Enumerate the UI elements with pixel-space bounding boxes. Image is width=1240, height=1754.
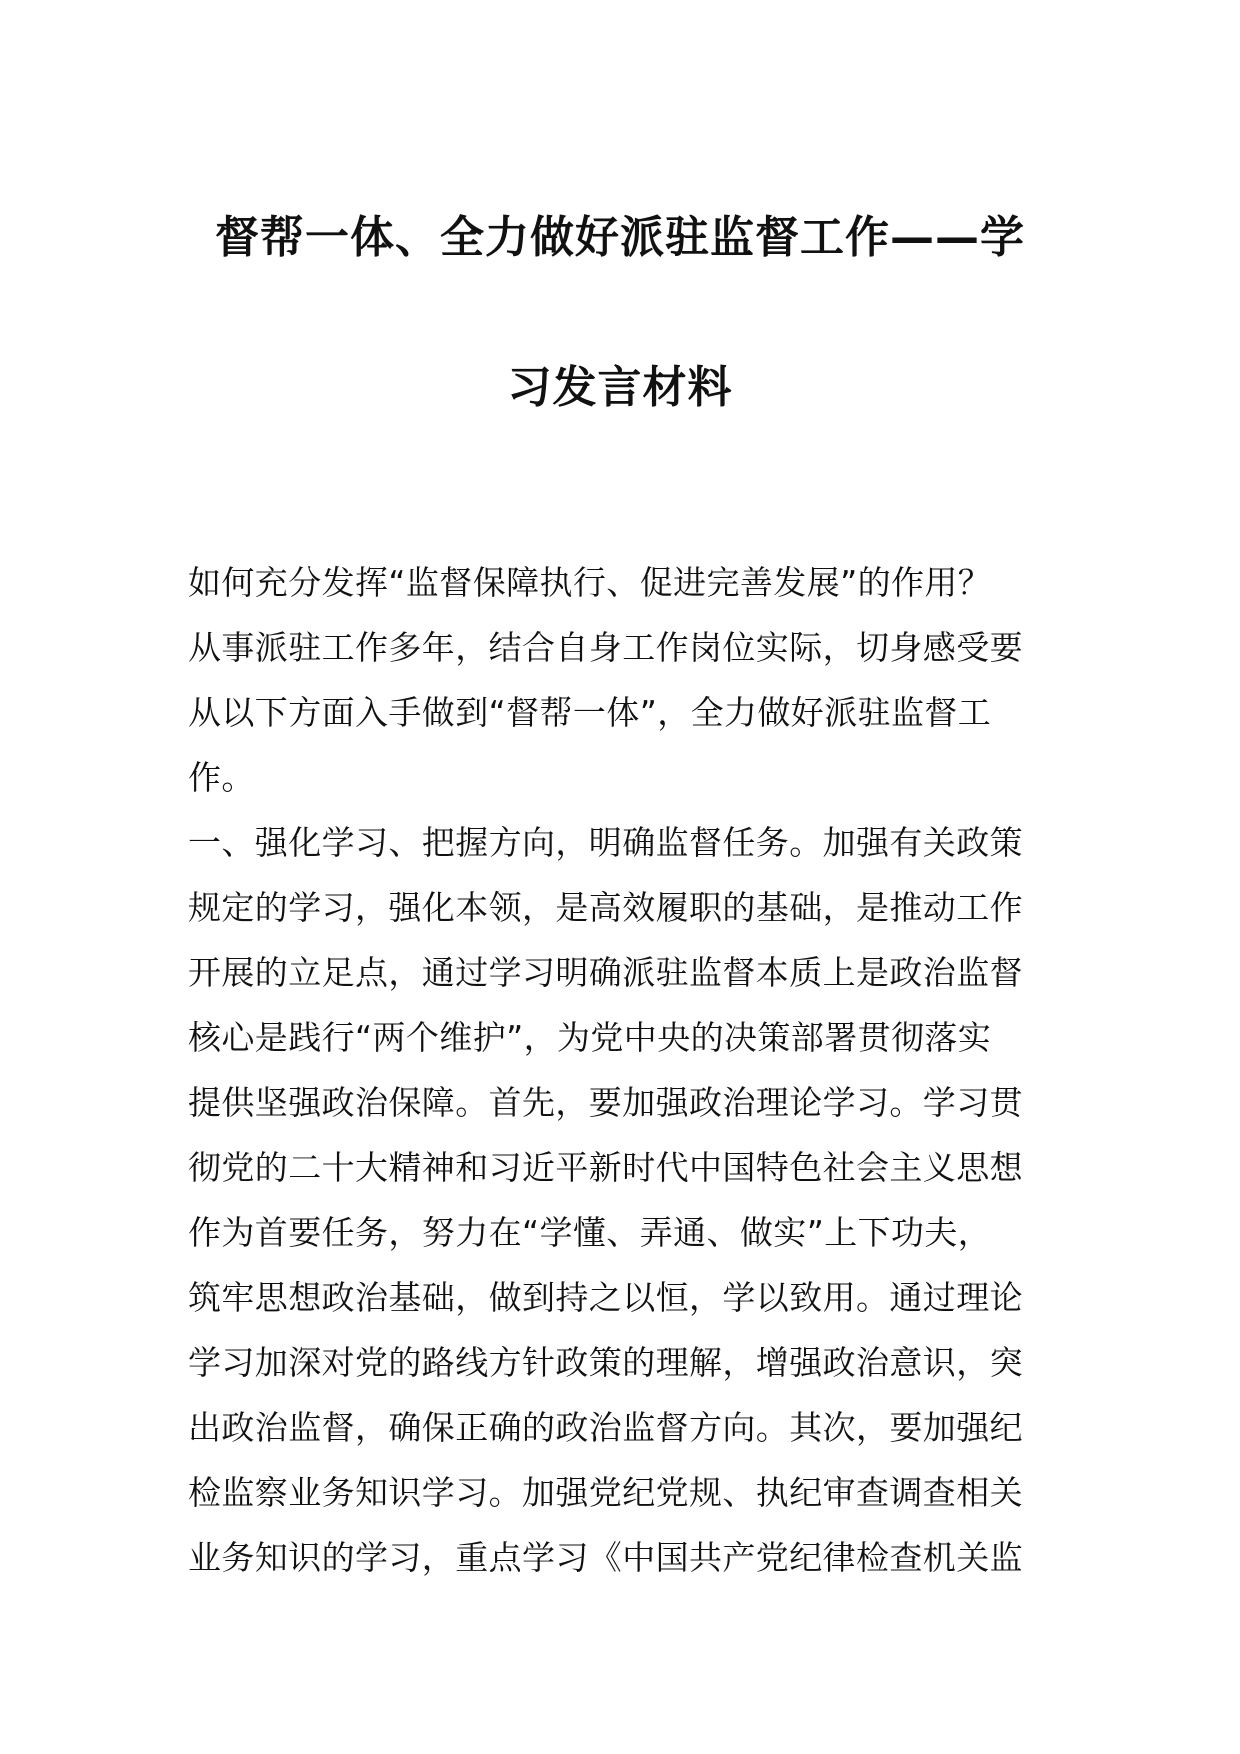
document-title-line-1: 督帮一体、全力做好派驻监督工作——学 [215,212,1025,263]
body-line: 学习加深对党的路线方针政策的理解，增强政治意识，突 [188,1343,1023,1382]
body-line: 开展的立足点，通过学习明确派驻监督本质上是政治监督 [188,953,1023,992]
document-title-line-2: 习发言材料 [507,362,733,413]
body-line: 检监察业务知识学习。加强党纪党规、执纪审查调查相关 [188,1473,1023,1512]
body-line: 规定的学习，强化本领，是高效履职的基础，是推动工作 [188,888,1023,927]
body-line: 出政治监督，确保正确的政治监督方向。其次，要加强纪 [188,1408,1023,1447]
body-line: 提供坚强政治保障。首先，要加强政治理论学习。学习贯 [188,1083,1023,1122]
body-line: 一、强化学习、把握方向，明确监督任务。加强有关政策 [188,823,1023,862]
body-line: 从以下方面入手做到“督帮一体”，全力做好派驻监督工 [188,693,992,732]
body-line: 筑牢思想政治基础，做到持之以恒，学以致用。通过理论 [188,1278,1023,1317]
document-body [188,550,1058,1590]
body-line: 核心是践行“两个维护”，为党中央的决策部署贯彻落实 [188,1018,992,1057]
body-line: 如何充分发挥“监督保障执行、促进完善发展”的作用？ [188,563,992,602]
body-line: 彻党的二十大精神和习近平新时代中国特色社会主义思想 [188,1148,1023,1187]
body-line: 作为首要任务，努力在“学懂、弄通、做实”上下功夫， [188,1213,992,1252]
body-line: 业务知识的学习，重点学习《中国共产党纪律检查机关监 [188,1538,1023,1577]
body-line: 从事派驻工作多年，结合自身工作岗位实际，切身感受要 [188,628,1023,667]
body-line: 作。 [188,758,255,797]
